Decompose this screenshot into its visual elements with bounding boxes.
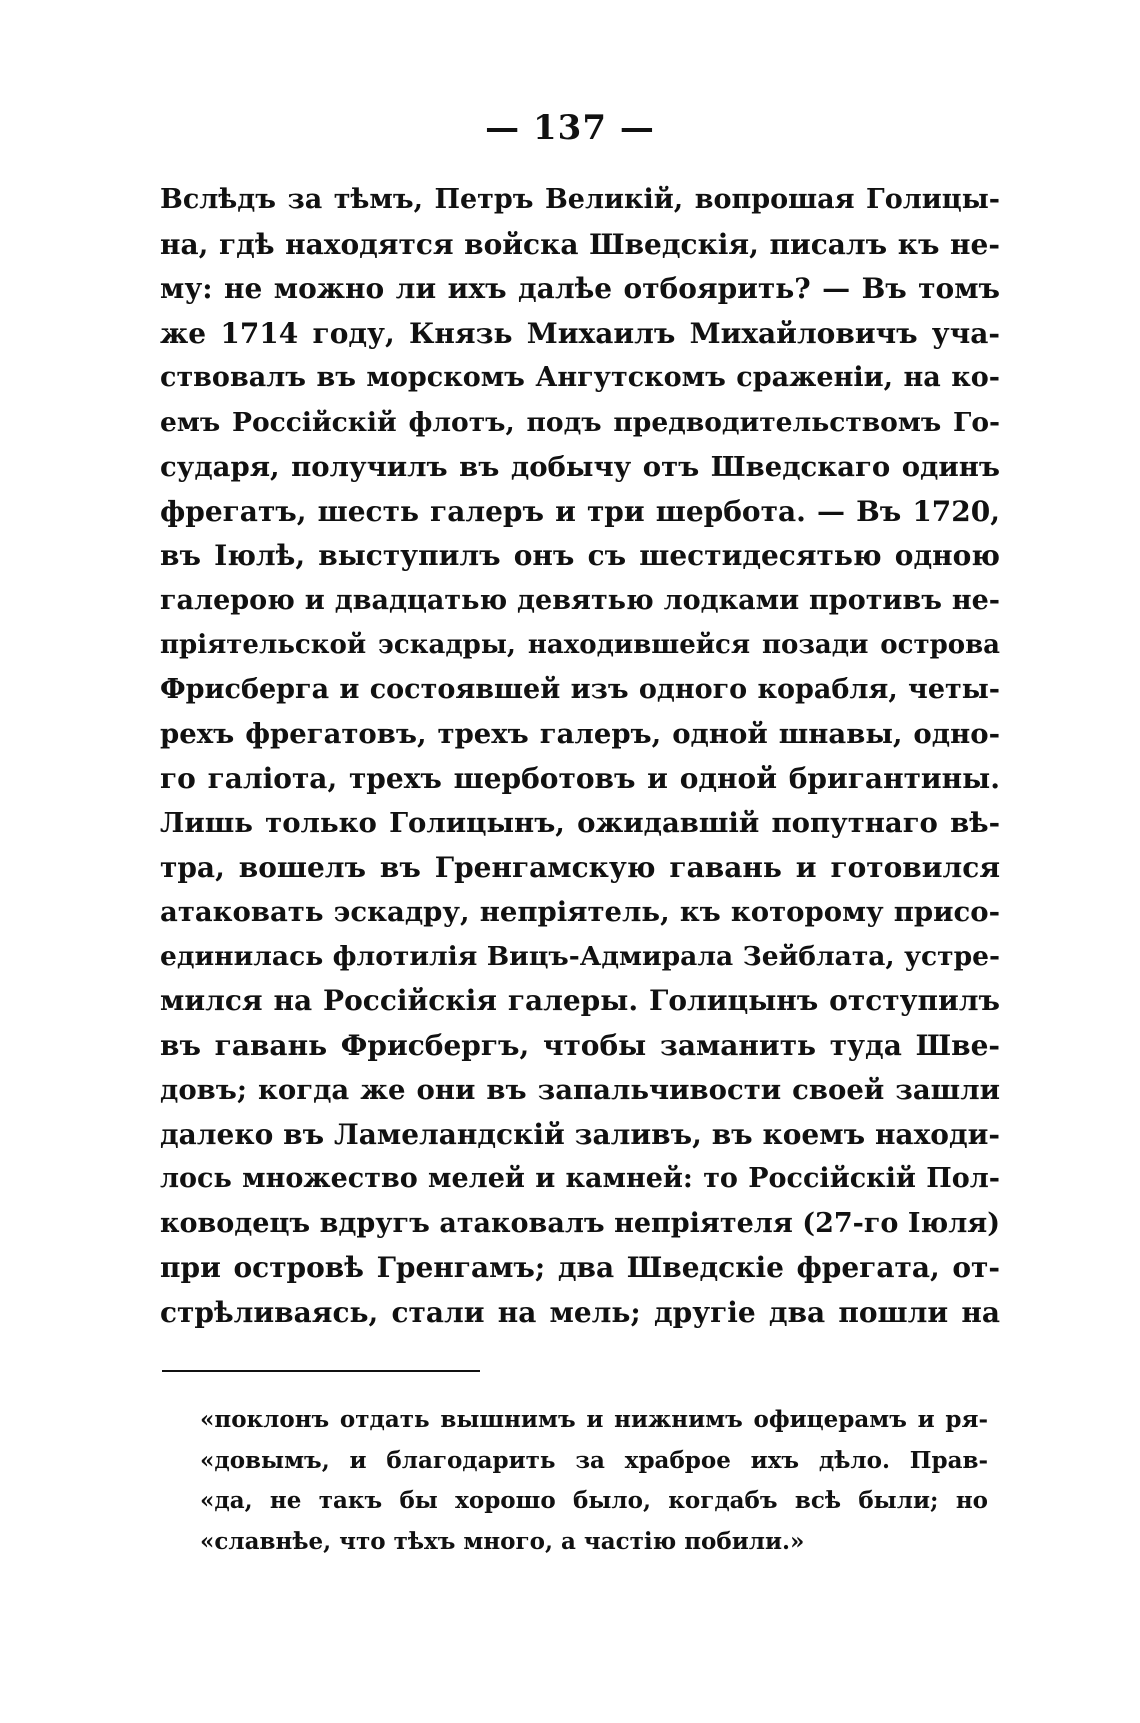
footnote (200, 1400, 988, 1562)
footnote-line: «да, не такъ бы хорошо было, когдабъ всѣ были; но (200, 1487, 988, 1514)
page-number: — 137 — (485, 108, 655, 148)
text-line: же 1714 году, Князь Михаилъ Михайловичъ уча- (160, 316, 1000, 350)
text-line: довъ; когда же они въ запальчивости своей зашли (160, 1074, 1000, 1106)
text-line: му: не можно ли ихъ далѣе отбоярить? — Въ томъ (160, 272, 1000, 305)
text-line: на, гдѣ находятся войска Шведскія, писалъ къ не- (160, 227, 1000, 261)
text-line: при островѣ Гренгамъ; два Шведскіе фрегата, от- (160, 1251, 1000, 1284)
text-line: единилась флотилія Вицъ-Адмирала Зейблата, устре- (160, 940, 1000, 972)
main-text (160, 178, 1000, 1335)
footnote-line: «довымъ, и благодарить за храброе ихъ дѣло. Прав- (200, 1446, 988, 1474)
text-line: атаковать эскадру, непріятель, къ которому присо- (160, 896, 1000, 928)
text-line: ководецъ вдругъ атаковалъ непріятеля (27-го Іюля) (160, 1207, 1000, 1239)
text-line: въ гавань Фрисбергъ, чтобы заманить туда Шве- (160, 1028, 1000, 1062)
text-line: фрегатъ, шесть галеръ и три шербота. — Въ 1720, (160, 494, 1000, 528)
text-line: лось множество мелей и камней: то Россійскій Пол- (160, 1163, 1000, 1194)
text-line: Вслѣдъ за тѣмъ, Петръ Великій, вопрошая Голицы- (160, 184, 1000, 215)
text-line: ствовалъ въ морскомъ Ангутскомъ сраженіи, на ко- (160, 362, 1000, 393)
text-line: пріятельской эскадры, находившейся позади острова (160, 630, 1000, 660)
footnote-divider (162, 1370, 480, 1372)
text-line: галерою и двадцатью девятью лодками противъ не- (160, 584, 1000, 616)
text-line: тра, вошелъ въ Гренгамскую гавань и готовился (160, 850, 1000, 884)
footnote-line: «славнѣе, что тѣхъ много, а частію побили.» (200, 1527, 805, 1555)
text-line: рехъ фрегатовъ, трехъ галеръ, одной шнавы, одно- (160, 718, 1000, 750)
text-line: стрѣливаясь, стали на мель; другіе два пошли на (160, 1295, 1000, 1329)
text-line: Фрисберга и состоявшей изъ одного корабля, четы- (160, 673, 1000, 705)
text-line: мился на Россійскія галеры. Голицынъ отступилъ (160, 984, 1000, 1017)
text-line: емъ Россійскій флотъ, подъ предводительствомъ Го- (160, 406, 1000, 438)
text-line: сударя, получилъ въ добычу отъ Шведскаго одинъ (160, 451, 1000, 483)
footnote-line: «поклонъ отдать вышнимъ и нижнимъ офицерамъ и ря- (200, 1406, 988, 1433)
text-line: Лишь только Голицынъ, ожидавшій попутнаго вѣ- (160, 807, 1000, 839)
text-line: далеко въ Ламеландскій заливъ, въ коемъ находи- (160, 1117, 1000, 1151)
text-line: го галіота, трехъ шерботовъ и одной бригантины. (160, 761, 1000, 795)
text-line: въ Іюлѣ, выступилъ онъ съ шестидесятью одною (160, 539, 1000, 572)
